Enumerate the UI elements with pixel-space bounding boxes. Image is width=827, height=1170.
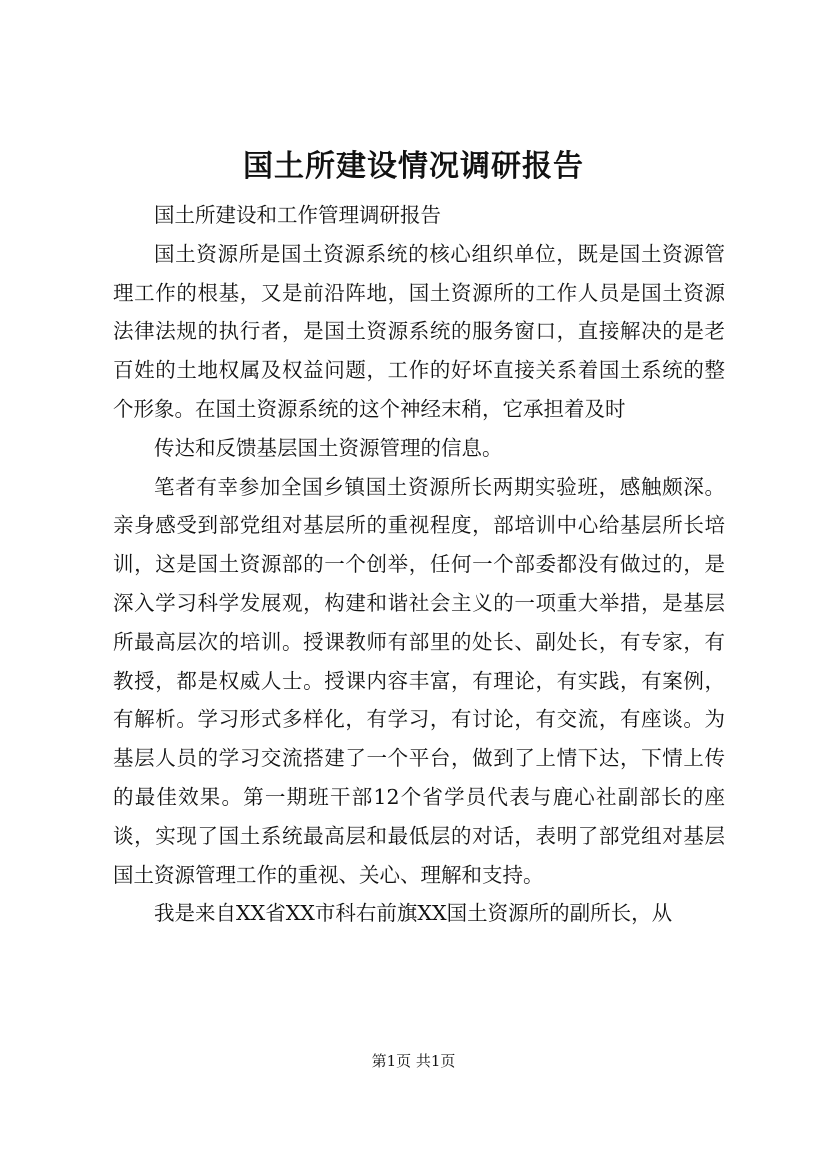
paragraph: 国土资源所是国土资源系统的核心组织单位，既是国土资源管理工作的根基，又是前沿阵地，国土资源所的工作人员是国土资源法律法规的执行者，是国土资源系统的服务窗口，直接解决的是老百姓的土地权属及权益问题，工作的好坏直接关系着国土系统的整个形象。在国土资源系统的这个神经末稍，它承担着及时 — [113, 241, 725, 421]
paragraph: 国土所建设和工作管理调研报告 — [154, 203, 441, 227]
paragraph: 我是来自XX省XX市科右前旗XX国土资源所的副所长，从 — [154, 901, 673, 926]
document-title: 国土所建设情况调研报告 — [243, 149, 584, 184]
page-number-footer: 第1页 共1页 — [371, 1052, 456, 1070]
paragraph: 笔者有幸参加全国乡镇国土资源所长两期实验班，感触颇深。亲身感受到部党组对基层所的重视程度，部培训中心给基层所长培训，这是国土资源部的一个创举，任何一个部委都没有做过的，是深入学习科学发展观，构建和谐社会主义的一项重大举措，是基层所最高层次的培训。授课教师有部里的处长、副处长，有专家，有教授，都是权威人士。授课内容丰富，有理论，有实践，有案例，有解析。学习形式多样化，有学习，有讨论，有交流，有座谈。为基层人员的学习交流搭建了一个平台，做到了上情下达，下情上传的最佳效果。第一期班干部12个省学员代表与鹿心社副部长的座谈，实现了国土系统最高层和最低层的对话，表明了部党组对基层国土资源管理工作的重视、关心、理解和支持。 — [113, 474, 725, 887]
document-body — [113, 196, 725, 933]
paragraph: 传达和反馈基层国土资源管理的信息。 — [154, 435, 503, 460]
